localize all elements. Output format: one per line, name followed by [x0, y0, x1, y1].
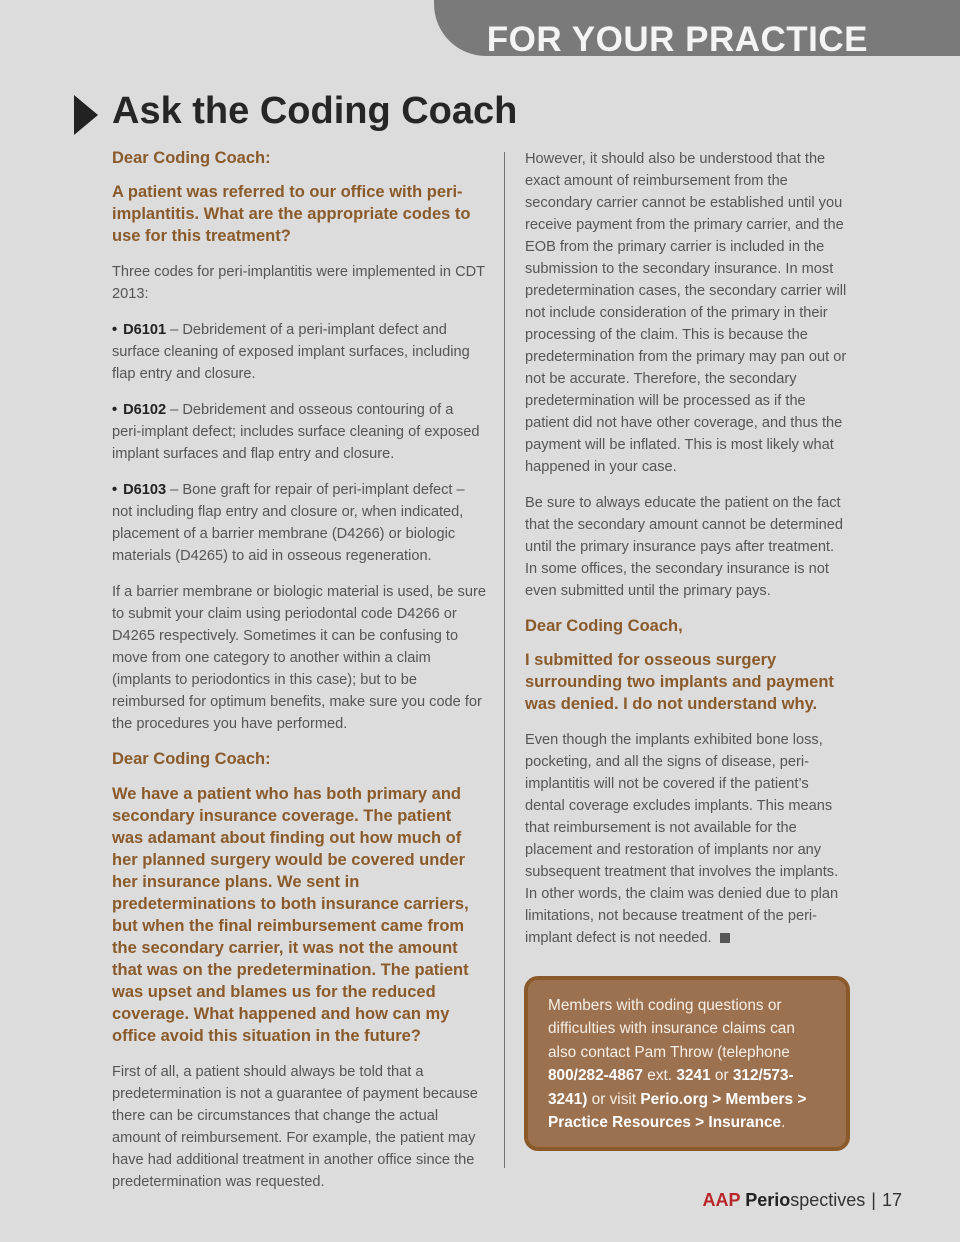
- footer-brand-perio: Perio: [745, 1190, 791, 1210]
- page-footer: [703, 1191, 902, 1209]
- code-description: – Debridement and osseous contouring of a peri-implant defect; includes surface cleaning of exposed implant surfaces and flap entry and closure.: [112, 402, 480, 463]
- bullet-icon: •: [112, 322, 118, 339]
- left-column: [112, 148, 486, 1207]
- code-description: – Debridement of a peri-implant defect and surface cleaning of exposed implant surfaces, including flap entry and closure.: [112, 322, 470, 383]
- q2-answer-end: Be sure to always educate the patient on the fact that the secondary amount cannot be determined until the primary insurance pays after treatment. In some offices, the secondary insurance is not even submitted until the primary pays.: [525, 495, 844, 599]
- code-item-d6103: [112, 479, 486, 567]
- footer-brand-aap: AAP: [702, 1190, 746, 1210]
- q1-answer: If a barrier membrane or biologic material is used, be sure to submit your claim using periodontal code D4266 or D4265 respectively. Sometimes it can be confusing to move from one category to another within a claim (implants to periodontics in this case); but to be reimbursed for optimum benefits, make sure you code for the procedures you have performed.: [112, 584, 486, 733]
- q2-answer-start: First of all, a patient should always be told that a predetermination is not a guarantee of payment because there can be circumstances that change the actual amount of reimbursement. For example, the patient may have had additional treatment in another office since the predetermination was requested.: [112, 1063, 478, 1190]
- callout-phone-1: 800/282-4867: [548, 1067, 643, 1085]
- q2-salutation: Dear Coding Coach:: [112, 750, 271, 769]
- code-description: – Bone graft for repair of peri-implant defect – not including flap entry and closure or, when indicated, placement of a barrier membrane (D4266) or biologic materials (D4265) to aid in osseous regeneration.: [112, 482, 465, 565]
- footer-separator: |: [871, 1190, 876, 1210]
- q3-question: I submitted for osseous surgery surrounding two implants and payment was denied. I do not understand why.: [525, 651, 834, 714]
- right-column: [525, 148, 847, 963]
- section-header-text: FOR YOUR PRACTICE: [486, 20, 868, 59]
- callout-text-4: or visit: [587, 1090, 641, 1108]
- end-mark-icon: [720, 933, 730, 943]
- code-item-d6101: [112, 319, 486, 385]
- bullet-icon: •: [112, 482, 118, 499]
- callout-text-5: .: [781, 1114, 786, 1132]
- callout-link[interactable]: Perio.org > Members > Practice Resources > Insurance: [548, 1090, 807, 1132]
- contact-callout-box: [524, 976, 850, 1151]
- footer-brand-spectives: spectives: [790, 1190, 866, 1210]
- page-number: 17: [881, 1190, 902, 1210]
- callout-text-2: ext.: [643, 1067, 677, 1085]
- callout-text-1: Members with coding questions or difficulties with insurance claims can also contact Pam Throw (telephone: [548, 997, 795, 1061]
- code-label: D6102: [123, 402, 167, 419]
- q3-salutation: Dear Coding Coach,: [525, 617, 683, 635]
- callout-extension: 3241: [676, 1067, 711, 1085]
- bullet-icon: •: [112, 402, 118, 419]
- q1-question: A patient was referred to our office with peri-implantitis. What are the appropriate codes to use for this treatment?: [112, 183, 471, 246]
- q1-salutation: Dear Coding Coach:: [112, 149, 271, 167]
- q2-answer-continued: However, it should also be understood that the exact amount of reimbursement from the secondary carrier cannot be established until you receive payment from the primary carrier, and the EOB from the primary carrier is included in the submission to the secondary insurance. In most predetermination cases, the secondary carrier will not include consideration of the primary in their processing of the claim. This is because the predetermination from the primary may pan out or not be accurate. Therefore, the secondary predetermination will be processed as if the patient did not have other coverage, and thus the payment will be inflated. This is most likely what happened in your case.: [525, 151, 847, 475]
- q3-answer-paragraph: [525, 729, 847, 949]
- q2-question: We have a patient who has both primary and secondary insurance coverage. The patient was adamant about finding out how much of her planned surgery would be covered under her insurance plans. We sent in predeterminations to both insurance carriers, but when the final reimbursement came from the secondary carrier, it was not the amount that was on the predetermination. The patient was upset and blames us for the reduced coverage. What happened and how can my office avoid this situation in the future?: [112, 784, 469, 1045]
- q3-answer: Even though the implants exhibited bone loss, pocketing, and all the signs of disease, peri-implantitis will not be covered if the patient’s dental coverage excludes implants. This means that reimbursement is not available for the placement and restoration of implants nor any subsequent treatment that involves the implants. In other words, the claim was denied due to plan limitations, not because treatment of the peri-implant defect is not needed.: [525, 732, 839, 947]
- code-item-d6102: [112, 399, 486, 465]
- callout-text-3: or: [710, 1067, 733, 1085]
- page-title: Ask the Coding Coach: [112, 90, 518, 132]
- code-label: D6103: [123, 482, 167, 499]
- q1-intro: Three codes for peri-implantitis were implemented in CDT 2013:: [112, 264, 485, 303]
- callout-phone-2: 312/573-3241): [548, 1067, 794, 1108]
- title-arrow-icon: [74, 95, 98, 135]
- code-label: D6101: [123, 322, 167, 339]
- column-divider: [504, 152, 505, 1168]
